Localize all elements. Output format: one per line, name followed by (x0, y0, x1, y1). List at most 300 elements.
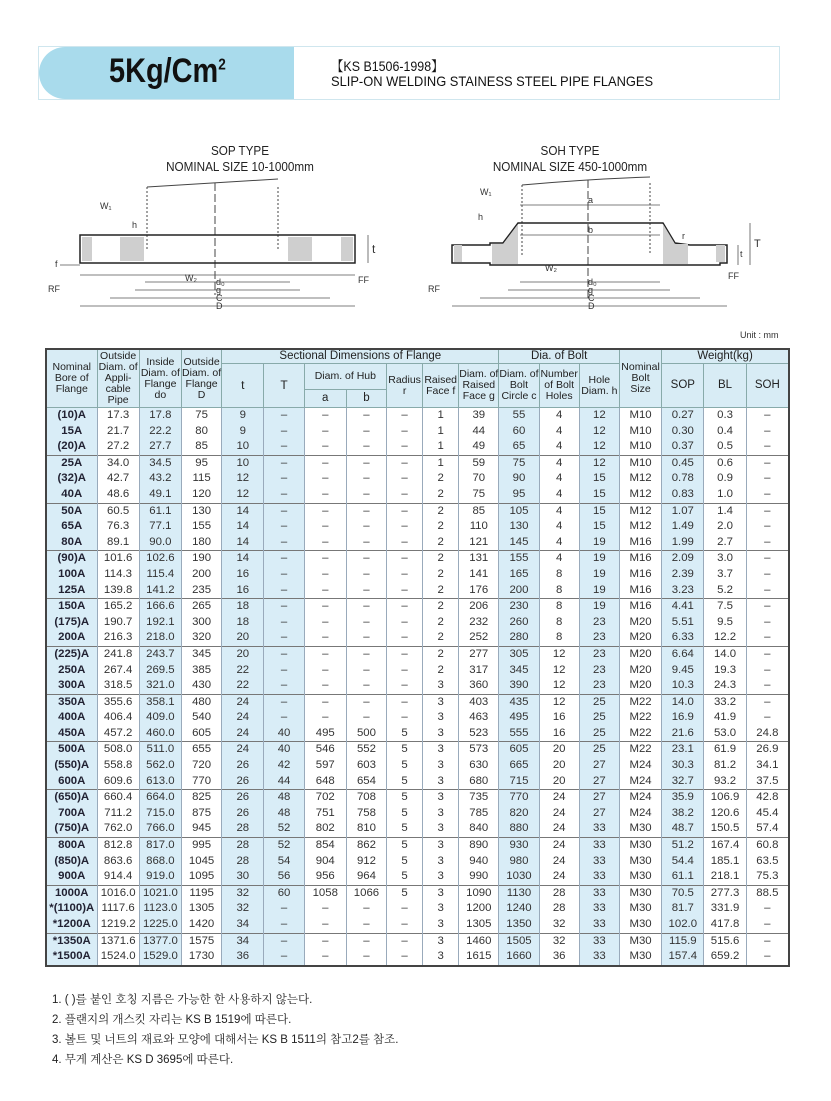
table-cell: – (304, 646, 346, 662)
table-cell: 417.8 (704, 917, 746, 933)
table-cell: 820 (499, 806, 539, 822)
table-cell: 1.07 (662, 503, 704, 519)
table-cell: 460.0 (139, 726, 181, 742)
table-cell: 131 (459, 551, 499, 567)
table-cell: – (264, 424, 304, 440)
table-cell: 4 (539, 424, 579, 440)
table-cell: 331.9 (704, 901, 746, 917)
table-row (46, 630, 789, 646)
table-cell: 33.2 (704, 694, 746, 710)
table-cell: 904 (304, 854, 346, 870)
table-cell: 321.0 (139, 678, 181, 694)
header-outside-pipe: Outside Diam. of Appli-cable Pipe (98, 350, 138, 406)
table-cell: 26 (222, 758, 264, 774)
table-cell: 1 (423, 408, 459, 424)
table-cell: 457.2 (97, 726, 139, 742)
table-cell: 190 (182, 551, 222, 567)
table-cell: 19 (579, 583, 619, 599)
header-sectional: Sectional Dimensions of Flange (222, 349, 499, 364)
table-cell: 5 (387, 726, 423, 742)
table-cell: 9.5 (704, 615, 746, 631)
table-cell: 218.0 (139, 630, 181, 646)
table-cell: M20 (619, 615, 661, 631)
table-cell: M16 (619, 599, 661, 615)
table-cell: – (346, 615, 386, 631)
nominal-bore-cell: 300A (46, 678, 97, 694)
table-cell: 9 (222, 408, 264, 424)
table-cell: 80 (182, 424, 222, 440)
table-cell: 51.2 (662, 838, 704, 854)
table-cell: – (387, 933, 423, 949)
nominal-bore-cell: 40A (46, 487, 97, 503)
table-cell: 597 (304, 758, 346, 774)
table-cell: 24.8 (746, 726, 789, 742)
table-cell: 1660 (499, 949, 539, 966)
header-weight: Weight(kg) (662, 349, 789, 364)
table-cell: 403 (459, 694, 499, 710)
table-cell: 48 (264, 806, 304, 822)
table-cell: 192.1 (139, 615, 181, 631)
table-cell: 3.7 (704, 567, 746, 583)
note-4: 4. 무게 계산은 KS D 3695에 따른다. (52, 1054, 234, 1066)
table-cell: – (264, 503, 304, 519)
unit-label: Unit : mm (740, 330, 779, 340)
table-cell: M16 (619, 583, 661, 599)
table-cell: 3.23 (662, 583, 704, 599)
table-cell: 15 (579, 487, 619, 503)
table-cell: 810 (346, 821, 386, 837)
table-cell: – (746, 551, 789, 567)
table-cell: 4 (539, 519, 579, 535)
table-cell: 605 (182, 726, 222, 742)
table-cell: 12 (539, 694, 579, 710)
table-cell: 19 (579, 551, 619, 567)
table-cell: – (264, 583, 304, 599)
table-cell: 1371.6 (97, 933, 139, 949)
table-cell: – (346, 535, 386, 551)
table-cell: 430 (182, 678, 222, 694)
table-cell: 4 (539, 535, 579, 551)
table-cell: 85 (182, 439, 222, 455)
table-cell: 24 (539, 821, 579, 837)
table-cell: 230 (499, 599, 539, 615)
table-cell: 435 (499, 694, 539, 710)
table-cell: 751 (304, 806, 346, 822)
table-cell: – (346, 678, 386, 694)
table-cell: – (346, 917, 386, 933)
table-cell: 4 (539, 455, 579, 471)
soh-flange-diagram (420, 175, 800, 315)
table-cell: 3 (423, 949, 459, 966)
svg-text:RF: RF (48, 284, 60, 294)
table-cell: 81.2 (704, 758, 746, 774)
table-cell: M16 (619, 551, 661, 567)
table-cell: 36 (539, 949, 579, 966)
table-cell: – (346, 646, 386, 662)
table-cell: – (746, 519, 789, 535)
table-cell: 758 (346, 806, 386, 822)
table-row (46, 790, 789, 806)
nominal-bore-cell: *1500A (46, 949, 97, 966)
table-cell: – (746, 535, 789, 551)
table-row (46, 821, 789, 837)
table-cell: 139.8 (97, 583, 139, 599)
table-cell: – (264, 630, 304, 646)
table-cell: 24 (539, 869, 579, 885)
footnotes (52, 990, 398, 1070)
table-cell: 702 (304, 790, 346, 806)
table-cell: 34.1 (746, 758, 789, 774)
table-cell: 406.4 (97, 710, 139, 726)
table-cell: 305 (499, 646, 539, 662)
table-cell: 409.0 (139, 710, 181, 726)
svg-text:d₀: d₀ (588, 277, 597, 287)
table-cell: 95 (499, 487, 539, 503)
table-cell: – (746, 917, 789, 933)
table-cell: 562.0 (139, 758, 181, 774)
table-cell: 1095 (182, 869, 222, 885)
svg-text:FF: FF (728, 271, 739, 281)
table-row (46, 615, 789, 631)
table-cell: 24 (539, 854, 579, 870)
table-cell: – (387, 694, 423, 710)
table-cell: 23 (579, 663, 619, 679)
table-cell: 24 (222, 726, 264, 742)
nominal-bore-cell: 900A (46, 869, 97, 885)
table-cell: 2 (423, 599, 459, 615)
table-cell: 4 (539, 408, 579, 424)
table-cell: 43.2 (139, 471, 181, 487)
table-cell: 16 (539, 710, 579, 726)
table-cell: 25 (579, 710, 619, 726)
header-bl: BL (704, 364, 746, 408)
table-cell: 24.3 (704, 678, 746, 694)
table-cell: 23 (579, 630, 619, 646)
table-cell: 180 (182, 535, 222, 551)
table-cell: 25 (579, 694, 619, 710)
table-cell: 1016.0 (97, 885, 139, 901)
header-hole-diam: Hole Diam. h (579, 364, 619, 408)
table-cell: 32 (222, 885, 264, 901)
table-cell: 715.0 (139, 806, 181, 822)
table-cell: M12 (619, 519, 661, 535)
table-cell: 5 (387, 821, 423, 837)
table-cell: – (304, 901, 346, 917)
table-cell: 93.2 (704, 774, 746, 790)
table-cell: – (304, 408, 346, 424)
table-cell: – (387, 487, 423, 503)
table-cell: M24 (619, 790, 661, 806)
table-cell: 8 (539, 567, 579, 583)
svg-text:g: g (216, 285, 222, 295)
table-cell: – (746, 408, 789, 424)
table-cell: 1529.0 (139, 949, 181, 966)
table-cell: – (304, 933, 346, 949)
header-bolt: Dia. of Bolt (499, 349, 620, 364)
table-cell: 940 (459, 854, 499, 870)
nominal-bore-cell: 700A (46, 806, 97, 822)
table-cell: 1.0 (704, 487, 746, 503)
table-cell: 9 (222, 424, 264, 440)
table-cell: 95 (182, 455, 222, 471)
table-cell: 32 (222, 901, 264, 917)
table-cell: – (746, 694, 789, 710)
table-cell: – (264, 439, 304, 455)
table-cell: 56 (264, 869, 304, 885)
table-row (46, 487, 789, 503)
nominal-bore-cell: 250A (46, 663, 97, 679)
table-cell: – (346, 439, 386, 455)
table-cell: 1240 (499, 901, 539, 917)
table-cell: – (264, 917, 304, 933)
table-cell: 19.3 (704, 663, 746, 679)
table-cell: 40 (264, 742, 304, 758)
table-cell: 0.4 (704, 424, 746, 440)
nominal-bore-cell: 65A (46, 519, 97, 535)
table-cell: 89.1 (97, 535, 139, 551)
nominal-bore-cell: (175)A (46, 615, 97, 631)
sop-diagram-title: SOP TYPE NOMINAL SIZE 10-1000mm (166, 143, 314, 174)
table-cell: 3 (423, 869, 459, 885)
table-cell: – (746, 678, 789, 694)
table-cell: – (746, 646, 789, 662)
table-cell: – (746, 710, 789, 726)
table-cell: 648 (304, 774, 346, 790)
table-cell: 3 (423, 821, 459, 837)
table-cell: 190.7 (97, 615, 139, 631)
table-row (46, 917, 789, 933)
nominal-bore-cell: (90)A (46, 551, 97, 567)
table-cell: – (264, 933, 304, 949)
table-cell: – (387, 424, 423, 440)
table-cell: 9.45 (662, 663, 704, 679)
table-row (46, 663, 789, 679)
table-cell: 155 (499, 551, 539, 567)
table-cell: 12 (539, 678, 579, 694)
table-cell: M24 (619, 774, 661, 790)
nominal-bore-cell: *(1100)A (46, 901, 97, 917)
table-cell: – (264, 535, 304, 551)
table-cell: – (387, 949, 423, 966)
table-cell: 33 (579, 838, 619, 854)
table-cell: 990 (459, 869, 499, 885)
table-cell: 185.1 (704, 854, 746, 870)
table-cell: 3 (423, 710, 459, 726)
nominal-bore-cell: 100A (46, 567, 97, 583)
table-cell: – (746, 503, 789, 519)
table-cell: 23 (579, 678, 619, 694)
table-cell: – (304, 535, 346, 551)
table-cell: 20 (222, 630, 264, 646)
table-cell: – (304, 519, 346, 535)
table-cell: 12 (539, 663, 579, 679)
table-cell: 49 (459, 439, 499, 455)
table-cell: 8 (539, 583, 579, 599)
table-cell: – (387, 567, 423, 583)
table-cell: 27.7 (139, 439, 181, 455)
table-cell: 243.7 (139, 646, 181, 662)
table-cell: 770 (182, 774, 222, 790)
table-cell: M30 (619, 917, 661, 933)
table-row (46, 694, 789, 710)
table-cell: 280 (499, 630, 539, 646)
table-cell: 1420 (182, 917, 222, 933)
table-cell: 3 (423, 742, 459, 758)
table-cell: 145 (499, 535, 539, 551)
table-cell: 495 (499, 710, 539, 726)
table-cell: 65 (499, 439, 539, 455)
table-row (46, 742, 789, 758)
table-cell: 26 (222, 790, 264, 806)
table-cell: 3 (423, 790, 459, 806)
table-cell: 1377.0 (139, 933, 181, 949)
table-cell: 1524.0 (97, 949, 139, 966)
header-hub: Diam. of Hub (304, 364, 386, 390)
table-cell: 102.6 (139, 551, 181, 567)
table-cell: 25 (579, 726, 619, 742)
table-cell: 964 (346, 869, 386, 885)
table-cell: – (304, 694, 346, 710)
table-cell: 165.2 (97, 599, 139, 615)
table-cell: – (304, 663, 346, 679)
table-cell: 7.5 (704, 599, 746, 615)
standard-code: 【KS B1506-1998】 (331, 59, 444, 74)
note-2: 2. 플랜지의 개스킷 자리는 KS B 1519에 따른다. (52, 1014, 292, 1026)
table-cell: 37.5 (746, 774, 789, 790)
table-cell: 28 (222, 838, 264, 854)
table-cell: 3 (423, 901, 459, 917)
table-cell: 0.78 (662, 471, 704, 487)
table-cell: 166.6 (139, 599, 181, 615)
table-cell: 12 (579, 455, 619, 471)
table-cell: 1305 (182, 901, 222, 917)
table-cell: M12 (619, 503, 661, 519)
table-cell: 6.33 (662, 630, 704, 646)
svg-text:f: f (55, 259, 58, 269)
table-cell: 33 (579, 869, 619, 885)
table-cell: 18 (222, 599, 264, 615)
table-cell: – (746, 663, 789, 679)
table-cell: 1090 (459, 885, 499, 901)
table-cell: 508.0 (97, 742, 139, 758)
table-cell: 4 (539, 503, 579, 519)
table-cell: 115.4 (139, 567, 181, 583)
table-cell: 59 (459, 455, 499, 471)
svg-text:g: g (588, 285, 594, 295)
table-cell: – (304, 487, 346, 503)
table-cell: 28 (222, 821, 264, 837)
table-cell: – (304, 567, 346, 583)
table-cell: 35.9 (662, 790, 704, 806)
table-cell: M16 (619, 567, 661, 583)
table-cell: – (346, 933, 386, 949)
table-cell: 546 (304, 742, 346, 758)
table-cell: 38.2 (662, 806, 704, 822)
table-row (46, 949, 789, 966)
table-cell: 54.4 (662, 854, 704, 870)
table-cell: 76.3 (97, 519, 139, 535)
table-cell: – (346, 567, 386, 583)
table-cell: M30 (619, 854, 661, 870)
table-cell: 1117.6 (97, 901, 139, 917)
table-cell: 1200 (459, 901, 499, 917)
table-cell: 2 (423, 471, 459, 487)
table-cell: 6.64 (662, 646, 704, 662)
table-cell: 1045 (182, 854, 222, 870)
table-cell: 8 (539, 599, 579, 615)
table-cell: 664.0 (139, 790, 181, 806)
table-cell: – (387, 471, 423, 487)
table-cell: 60.5 (97, 503, 139, 519)
table-cell: 75 (459, 487, 499, 503)
table-cell: 23 (579, 646, 619, 662)
svg-text:t: t (740, 249, 743, 259)
svg-text:D: D (588, 301, 595, 311)
table-cell: 63.5 (746, 854, 789, 870)
table-row (46, 567, 789, 583)
table-cell: – (264, 678, 304, 694)
nominal-bore-cell: (225)A (46, 646, 97, 662)
nominal-bore-cell: (32)A (46, 471, 97, 487)
table-cell: – (346, 471, 386, 487)
table-cell: 1575 (182, 933, 222, 949)
pressure-rating: 5Kg/Cm$^2$ (109, 52, 226, 90)
table-row (46, 424, 789, 440)
table-cell: 28 (539, 885, 579, 901)
table-cell: – (264, 615, 304, 631)
table-row (46, 774, 789, 790)
table-cell: 44 (459, 424, 499, 440)
table-cell: 0.3 (704, 408, 746, 424)
header-raised-face-diam: Diam. of Raised Face g (459, 364, 499, 408)
flange-dimensions-table (45, 348, 790, 967)
table-cell: 4 (539, 439, 579, 455)
table-cell: – (264, 487, 304, 503)
table-cell: 22.2 (139, 424, 181, 440)
table-row (46, 646, 789, 662)
table-cell: 52 (264, 838, 304, 854)
table-cell: 0.5 (704, 439, 746, 455)
table-cell: 42.7 (97, 471, 139, 487)
table-cell: 42 (264, 758, 304, 774)
table-cell: 34.0 (97, 455, 139, 471)
table-cell: 260 (499, 615, 539, 631)
table-cell: 18 (222, 615, 264, 631)
table-cell: 277.3 (704, 885, 746, 901)
table-cell: 345 (182, 646, 222, 662)
table-cell: 956 (304, 869, 346, 885)
table-cell: 27 (579, 774, 619, 790)
header-soh: SOH (746, 364, 789, 408)
table-cell: 3 (423, 885, 459, 901)
table-row (46, 455, 789, 471)
table-cell: 880 (499, 821, 539, 837)
table-cell: 32 (539, 917, 579, 933)
table-cell: 680 (459, 774, 499, 790)
table-cell: M10 (619, 439, 661, 455)
svg-text:d₀: d₀ (216, 277, 225, 287)
nominal-bore-cell: 15A (46, 424, 97, 440)
table-cell: 720 (182, 758, 222, 774)
table-cell: 665 (499, 758, 539, 774)
table-cell: M20 (619, 678, 661, 694)
svg-text:W₁: W₁ (100, 201, 112, 211)
table-cell: 1 (423, 439, 459, 455)
table-cell: 23.1 (662, 742, 704, 758)
table-row (46, 503, 789, 519)
header-T: T (264, 364, 304, 408)
table-cell: 2 (423, 663, 459, 679)
